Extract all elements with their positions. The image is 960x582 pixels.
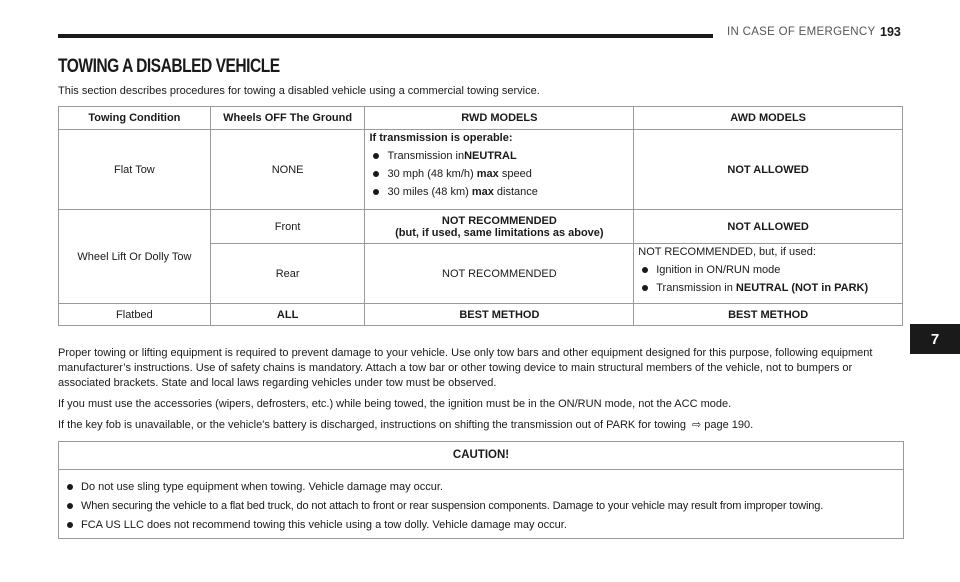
bullet-icon	[67, 503, 73, 509]
col-header-rwd: RWD MODELS	[365, 107, 634, 130]
intro-text: This section describes procedures for towing a disabled vehicle using a commercial towing service.	[58, 85, 540, 97]
list-item: FCA US LLC does not recommend towing this vehicle using a tow dolly. Vehicle damage may occur.	[67, 519, 903, 531]
cell-rwd-flatbed: BEST METHOD	[365, 304, 634, 326]
page-number: 193	[880, 25, 901, 39]
cell-rwd-flat-tow	[365, 130, 634, 210]
table-row-flat-tow	[59, 130, 903, 210]
rwd-flat-list	[369, 150, 629, 198]
list-item: When securing the vehicle to a flat bed truck, do not attach to front or rear suspension components. Damage to your vehicle may result from improper towing.	[67, 500, 903, 512]
cell-awd-flat-tow: NOT ALLOWED	[634, 130, 903, 210]
cell-wheels-flat-tow: NONE	[210, 130, 365, 210]
bullet-icon	[642, 267, 648, 273]
paragraph-key-fob: If the key fob is unavailable, or the vehicle's battery is discharged, instructions on shifting the transmission out of PARK for towing ⇨ page 190.	[58, 419, 754, 431]
cell-rwd-front: NOT RECOMMENDED (but, if used, same limitations as above)	[365, 210, 634, 244]
cell-awd-front: NOT ALLOWED	[634, 210, 903, 244]
cell-condition-flat-tow: Flat Tow	[59, 130, 211, 210]
bullet-icon	[642, 285, 648, 291]
cell-condition-wheel-lift: Wheel Lift Or Dolly Tow	[59, 210, 211, 304]
page-title: TOWING A DISABLED VEHICLE	[58, 56, 280, 77]
cell-condition-flatbed: Flatbed	[59, 304, 211, 326]
cell-rwd-rear: NOT RECOMMENDED	[365, 244, 634, 304]
list-item: 30 mph (48 km/h) max speed	[373, 168, 629, 180]
table-row-flatbed	[59, 304, 903, 326]
header-section-title: IN CASE OF EMERGENCY	[727, 26, 876, 38]
cell-awd-flatbed: BEST METHOD	[634, 304, 903, 326]
caution-box	[58, 441, 904, 539]
paragraph-towing-equipment: Proper towing or lifting equipment is required to prevent damage to your vehicle. Use only tow bars and other equipment designed for this purpose, following equipment manufacturer’s instructions. Use of safety chains is mandatory. Attach a tow bar or other towing device to main structural members of the vehicle, not to bumpers or associated brackets. State and local laws regarding vehicles under tow must be observed.	[58, 347, 873, 389]
bullet-icon	[67, 484, 73, 490]
col-header-wheels: Wheels OFF The Ground	[210, 107, 365, 130]
col-header-awd: AWD MODELS	[634, 107, 903, 130]
rwd-flat-heading: If transmission is operable:	[369, 132, 513, 144]
list-item: 30 miles (48 km) max distance	[373, 186, 629, 198]
table-row-wheel-lift-front	[59, 210, 903, 244]
header-rule	[58, 34, 713, 38]
col-header-condition: Towing Condition	[59, 107, 211, 130]
bullet-icon	[373, 171, 379, 177]
bullet-icon	[373, 153, 379, 159]
page-reference-icon: ⇨	[692, 419, 702, 431]
list-item: Ignition in ON/RUN mode	[642, 264, 898, 276]
bullet-icon	[67, 522, 73, 528]
list-item: Transmission in NEUTRAL (NOT in PARK)	[642, 282, 898, 294]
awd-rear-list	[638, 264, 898, 294]
awd-rear-heading: NOT RECOMMENDED, but, if used:	[638, 246, 816, 258]
paragraph-accessories: If you must use the accessories (wipers, defrosters, etc.) while being towed, the ignition must be in the ON/RUN mode, not the ACC mode.	[58, 398, 732, 410]
towing-table	[58, 106, 903, 326]
cell-wheels-rear: Rear	[210, 244, 365, 304]
list-item: Do not use sling type equipment when towing. Vehicle damage may occur.	[67, 481, 903, 493]
caution-title: CAUTION!	[59, 442, 903, 470]
cell-wheels-front: Front	[210, 210, 365, 244]
table-header-row	[59, 107, 903, 130]
bullet-icon	[373, 189, 379, 195]
cell-awd-rear	[634, 244, 903, 304]
chapter-tab[interactable]: 7	[910, 324, 960, 354]
caution-list	[59, 470, 903, 531]
list-item: Transmission in NEUTRAL	[373, 150, 629, 162]
page-reference-link[interactable]: page 190.	[704, 419, 754, 431]
cell-wheels-flatbed: ALL	[210, 304, 365, 326]
